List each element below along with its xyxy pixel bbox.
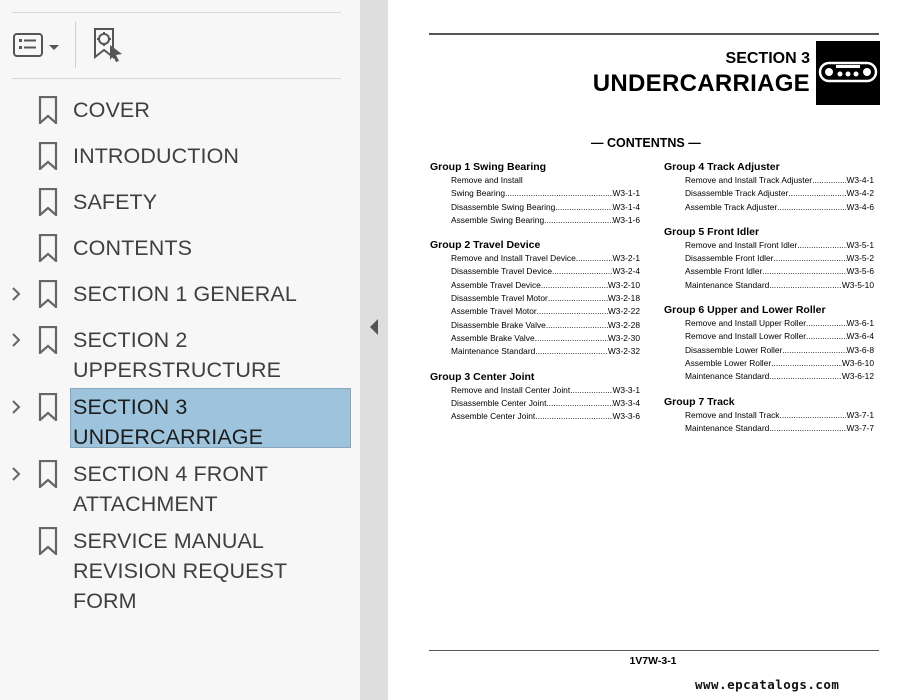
leader-dots: [769, 370, 842, 383]
contents-entry: [430, 201, 640, 214]
bookmark-label: INTRODUCTION: [73, 144, 240, 168]
bookmark-label: CONTENTS: [73, 236, 193, 260]
toolbar-top-divider: [12, 12, 341, 13]
group-title: Group 7 Track: [664, 395, 735, 408]
document-page: [388, 0, 907, 700]
panel-splitter[interactable]: [360, 0, 388, 700]
entry-title: Maintenance Standard: [685, 422, 770, 433]
toolbar-bottom-divider: [12, 78, 341, 79]
entry-title: Remove and Install: [451, 175, 523, 185]
entry-title: Assemble Track Adjuster: [685, 201, 778, 212]
leader-dots: [544, 214, 612, 227]
entry-page: W3-2-1: [612, 253, 640, 264]
contents-entry: [664, 252, 874, 265]
contents-group: [664, 303, 874, 383]
entry-title: Assemble Travel Motor: [451, 306, 537, 317]
list-options-icon: [12, 32, 44, 63]
group-title: Group 3 Center Joint: [430, 370, 535, 383]
contents-entry: [430, 174, 640, 187]
contents-entry: [664, 344, 874, 357]
entry-page: W3-3-6: [612, 411, 640, 422]
leader-dots: [555, 201, 612, 214]
bottom-rule: [429, 650, 879, 651]
entry-title: Remove and Install Track: [685, 409, 780, 420]
contents-heading: — CONTENTNS —: [591, 136, 701, 150]
bookmark-label: SECTION 2 UPPERSTRUCTURE: [73, 328, 282, 382]
contents-column-left: [430, 160, 640, 434]
group-title: Group 4 Track Adjuster: [664, 161, 780, 173]
leader-dots: [788, 187, 846, 200]
entry-title: Assemble Swing Bearing: [451, 214, 545, 225]
entry-page: W3-6-10: [841, 357, 874, 368]
entry-page: W3-1-4: [612, 201, 640, 212]
leader-dots: [769, 279, 842, 292]
leader-dots: [535, 345, 608, 358]
group-title: Group 5 Front Idler: [664, 225, 760, 238]
contents-entry: [664, 422, 874, 435]
entry-title: Assemble Lower Roller: [685, 357, 772, 368]
entry-page: W3-5-2: [846, 253, 874, 264]
entry-page: W3-6-4: [846, 331, 874, 342]
entry-page: W3-6-1: [846, 318, 874, 329]
contents-group: [664, 395, 874, 436]
entry-page: W3-2-22: [607, 306, 640, 317]
entry-page: W3-3-4: [612, 397, 640, 408]
leader-dots: [552, 265, 613, 278]
entry-title: Remove and Install Travel Device: [451, 253, 576, 264]
entry-title: Disassemble Lower Roller: [685, 344, 783, 355]
bookmark-label: COVER: [73, 98, 150, 122]
bookmarks-toolbar: [0, 0, 360, 80]
entry-title: Disassemble Travel Device: [451, 266, 552, 277]
top-rule: [429, 33, 879, 35]
group-title: Group 6 Upper and Lower Roller: [664, 304, 826, 317]
leader-dots: [546, 397, 612, 410]
entry-title: Assemble Brake Valve: [451, 332, 535, 343]
contents-entry: [430, 410, 640, 423]
entry-page: W3-3-1: [612, 384, 640, 395]
entry-title: Disassemble Brake Valve: [451, 319, 546, 330]
bookmark-icon: [38, 393, 58, 421]
entry-page: W3-6-12: [841, 371, 874, 382]
entry-page: W3-1-6: [612, 214, 640, 225]
leader-dots: [576, 252, 613, 265]
contents-group: [430, 370, 640, 424]
contents-entry: [664, 201, 874, 214]
entry-page: W3-4-1: [846, 175, 874, 185]
contents-entry: [664, 187, 874, 200]
contents-group: [430, 160, 640, 227]
contents-entry: [430, 319, 640, 332]
contents-entry: [664, 239, 874, 252]
entry-page: W3-4-6: [846, 201, 874, 212]
leader-dots: [541, 279, 608, 292]
chevron-right-icon[interactable]: [8, 464, 24, 484]
bookmark-icon: [38, 142, 58, 170]
leader-dots: [797, 239, 846, 252]
entry-title: Disassemble Front Idler: [685, 253, 774, 264]
leader-dots: [780, 409, 847, 422]
leader-dots: [762, 265, 846, 278]
bookmark-label: SECTION 3 UNDERCARRIAGE: [73, 395, 264, 449]
entry-title: Maintenance Standard: [685, 279, 770, 290]
contents-entry: [430, 397, 640, 410]
entry-title: Disassemble Travel Motor: [451, 293, 548, 304]
toolbar-separator: [75, 22, 76, 68]
find-current-bookmark-button[interactable]: [92, 27, 124, 68]
bookmark-icon: [38, 280, 58, 308]
contents-entry: [430, 265, 640, 278]
bookmark-label: SECTION 1 GENERAL: [73, 282, 297, 306]
entry-title: Swing Bearing: [451, 188, 506, 199]
leader-dots: [769, 422, 846, 435]
chevron-down-icon: [48, 39, 60, 57]
contents-entry: [664, 174, 874, 187]
triangle-left-icon[interactable]: [369, 318, 379, 341]
bookmark-icon: [38, 460, 58, 488]
contents-entry: [664, 409, 874, 422]
entry-page: W3-4-2: [846, 188, 874, 199]
entry-page: W3-2-28: [607, 319, 640, 330]
chevron-right-icon[interactable]: [8, 284, 24, 304]
bookmarks-panel: [0, 0, 360, 700]
contents-group: [664, 160, 874, 214]
leader-dots: [806, 330, 847, 343]
bookmark-icon: [38, 326, 58, 354]
leader-dots: [812, 174, 846, 187]
entry-page: W3-5-1: [846, 239, 874, 250]
contents-entry: [664, 265, 874, 278]
leader-dots: [773, 252, 846, 265]
entry-title: Disassemble Swing Bearing: [451, 201, 556, 212]
entry-title: Remove and Install Center Joint: [451, 384, 571, 395]
bookmark-label: SERVICE MANUAL REVISION REQUEST FORM: [73, 529, 287, 613]
entry-title: Assemble Travel Device: [451, 279, 541, 290]
contents-group: [664, 225, 874, 292]
track-icon: [816, 41, 880, 105]
bookmark-icon: [38, 527, 58, 555]
leader-dots: [535, 410, 612, 423]
entry-page: W3-7-1: [846, 409, 874, 420]
find-bookmark-icon: [92, 27, 124, 68]
entry-page: W3-2-4: [612, 266, 640, 277]
leader-dots: [537, 305, 608, 318]
bookmark-options-button[interactable]: [12, 32, 60, 63]
contents-entry: [430, 384, 640, 397]
leader-dots: [548, 292, 608, 305]
entry-title: Assemble Front Idler: [685, 266, 763, 277]
chevron-right-icon[interactable]: [8, 330, 24, 350]
bookmark-icon: [38, 188, 58, 216]
contents-entry: [664, 279, 874, 292]
contents-group: [430, 238, 640, 358]
entry-title: Maintenance Standard: [451, 346, 536, 357]
bookmark-icon: [38, 234, 58, 262]
leader-dots: [535, 332, 608, 345]
entry-page: W3-5-6: [846, 266, 874, 277]
entry-title: Maintenance Standard: [685, 371, 770, 382]
page-number: 1V7W-3-1: [629, 655, 677, 667]
leader-dots: [546, 319, 608, 332]
contents-entry: [664, 357, 874, 370]
entry-page: W3-1-1: [612, 188, 640, 199]
contents-entry: [664, 370, 874, 383]
entry-page: W3-2-30: [607, 332, 640, 343]
contents-entry: [430, 332, 640, 345]
section-title: UNDERCARRIAGE: [592, 70, 810, 97]
contents-entry: [664, 317, 874, 330]
leader-dots: [782, 344, 846, 357]
entry-page: W3-2-10: [607, 279, 640, 290]
entry-title: Disassemble Track Adjuster: [685, 188, 789, 199]
leader-dots: [570, 384, 612, 397]
entry-title: Remove and Install Track Adjuster: [685, 175, 813, 185]
entry-title: Disassemble Center Joint: [451, 397, 547, 408]
entry-title: Remove and Install Lower Roller: [685, 331, 807, 342]
entry-title: Remove and Install Upper Roller: [685, 318, 807, 329]
chevron-right-icon[interactable]: [8, 397, 24, 417]
entry-page: W3-5-10: [841, 279, 874, 290]
contents-entry: [430, 187, 640, 200]
contents-entry: [430, 305, 640, 318]
contents-column-right: [664, 160, 874, 446]
watermark: www.epcatalogs.com: [695, 677, 840, 692]
entry-page: W3-6-8: [846, 344, 874, 355]
entry-page: W3-2-32: [607, 346, 640, 357]
leader-dots: [505, 187, 613, 200]
entry-title: Remove and Install Front Idler: [685, 239, 798, 250]
contents-entry: [430, 292, 640, 305]
group-title: Group 2 Travel Device: [430, 239, 541, 252]
section-number: SECTION 3: [725, 50, 810, 67]
bookmark-icon: [38, 96, 58, 124]
contents-entry: [664, 330, 874, 343]
leader-dots: [771, 357, 842, 370]
entry-title: Assemble Center Joint: [451, 411, 536, 422]
leader-dots: [806, 317, 847, 330]
contents-entry: [430, 279, 640, 292]
bookmark-label: SECTION 4 FRONT ATTACHMENT: [73, 462, 268, 516]
contents-entry: [430, 345, 640, 358]
contents-entry: [430, 252, 640, 265]
group-title: Group 1 Swing Bearing: [430, 161, 547, 173]
entry-page: W3-2-18: [607, 293, 640, 304]
entry-page: W3-7-7: [846, 422, 874, 433]
contents-entry: [430, 214, 640, 227]
bookmark-label: SAFETY: [73, 190, 158, 214]
leader-dots: [777, 201, 846, 214]
